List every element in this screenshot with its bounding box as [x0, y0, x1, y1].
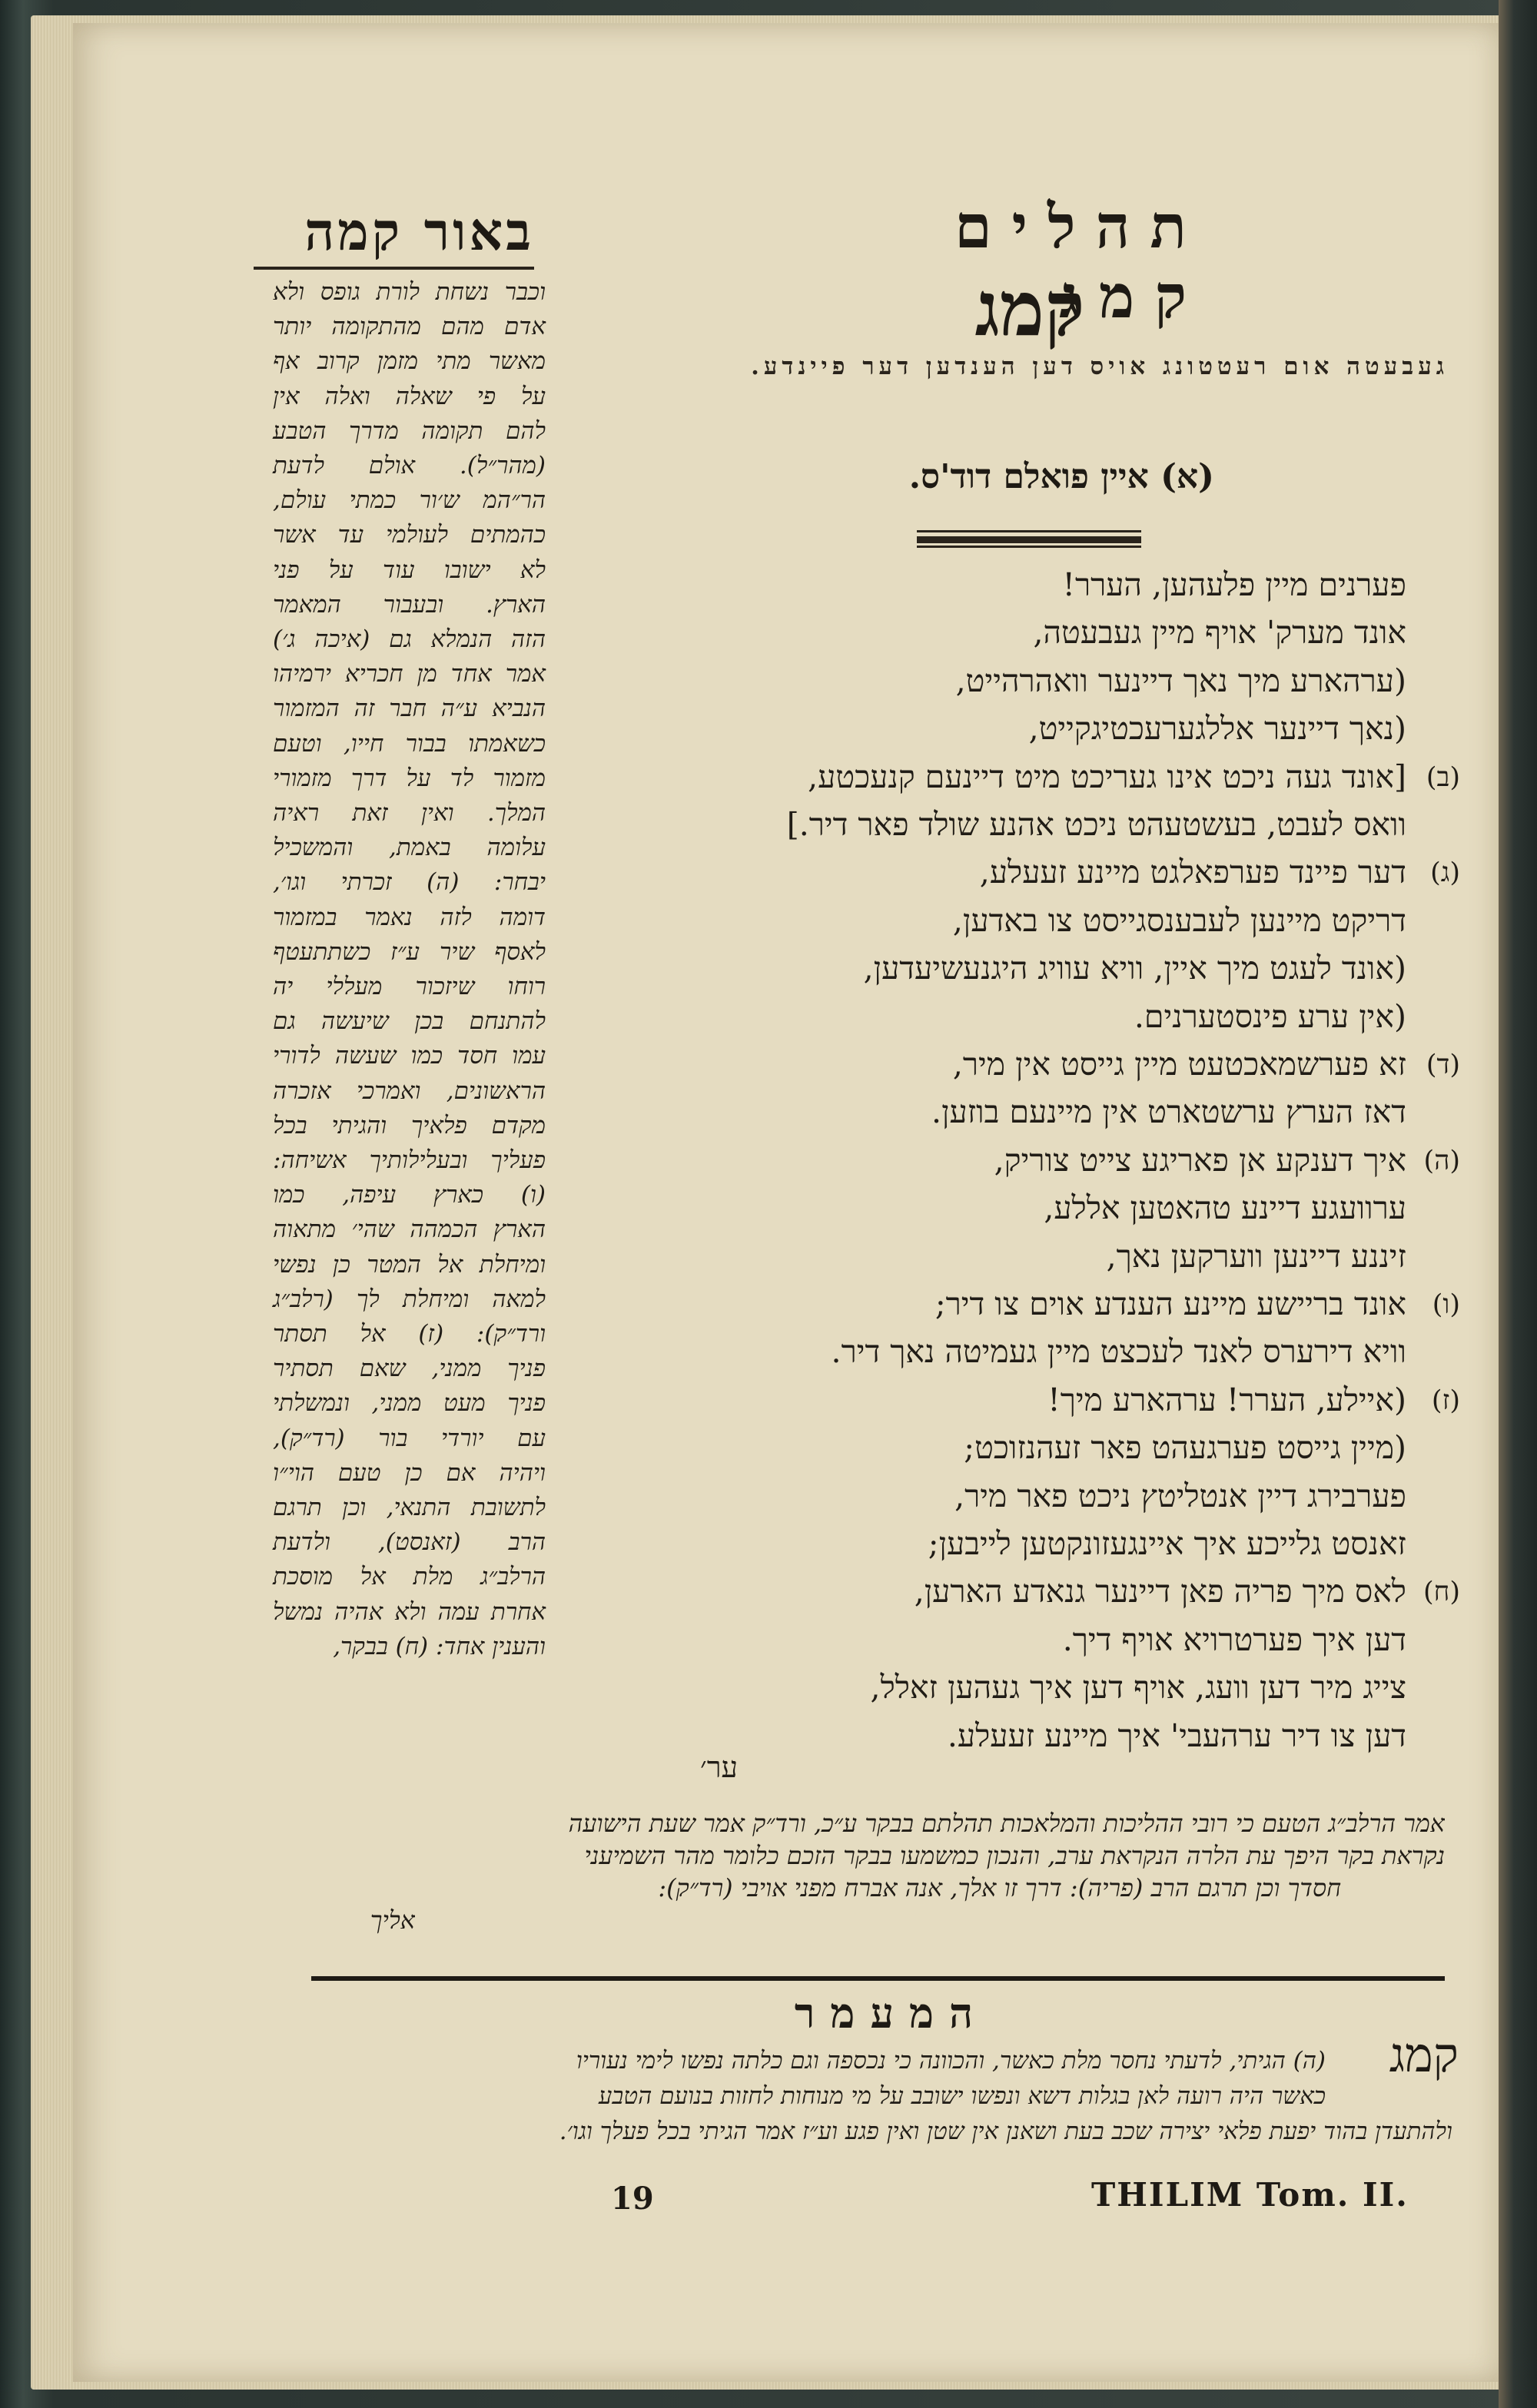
verse-line: זא פערשמאכטעט מיין גייסט אין מיר, — [952, 1046, 1406, 1083]
commentary-line: כהמתים לעולמי עד אשר — [273, 521, 546, 549]
psalm-number: קמג — [974, 265, 1085, 353]
commentary-line: הזה הנמלא גם (איכה ג׳) — [273, 625, 546, 653]
commentary-line: להם תקומה מדרך הטבע — [273, 416, 546, 445]
commentary-line: פניך ממני, שאם תסתיר — [273, 1355, 546, 1383]
verse-line: (איילע, הערר! ערהארע מיך! — [1047, 1381, 1406, 1418]
commentary-line: וכבר נשחת לורת גופס ולא — [273, 278, 546, 306]
commentary-line: לתשובת התנאי, וכן תרגם — [273, 1494, 546, 1521]
commentary-line: ורד״ק): (ז) אל תסתר — [273, 1320, 546, 1348]
commentary-line: הארץ הכמהה שהי׳ מתאוה — [273, 1216, 546, 1244]
commentary-line: הרלב״ג מלת אל מוסכת — [273, 1563, 546, 1591]
commentary-line: הראשונים, ואמרכי אזכרה — [273, 1076, 546, 1105]
psalm-subtitle: געבעטה אום רעטטונג אויס דען הענדען דער פיינדע. — [751, 353, 1449, 380]
verse-line: איך דענקע אן פאריגע צייט צוריק, — [994, 1141, 1406, 1179]
verse-line: פערנים מיין פלעהען, הערר! — [1062, 566, 1406, 603]
verse-number: (ז) — [1431, 1385, 1460, 1416]
verse-line: לאס מיך פריה פאן דיינער גנאדע הארען, — [914, 1573, 1406, 1610]
verse-number: (ד) — [1426, 1050, 1460, 1080]
commentary-line: הרב (זאנסט), ולדעת — [273, 1528, 546, 1557]
verse-number: (ו) — [1432, 1289, 1460, 1320]
verse-line: אונד מערק' אויף מיין געבעטה, — [1033, 614, 1406, 652]
commentary-line: ומיחלת אל המטר כן נפשי — [273, 1250, 546, 1279]
commentary-line: הארץ. ובעבור המאמר — [273, 590, 546, 619]
verse-number: (ה) — [1423, 1145, 1460, 1176]
commentary-line: פניך מעט ממני, ונמשלתי — [273, 1389, 546, 1418]
verse-line: דריקט מיינען לעבענסגייסט צו באדען, — [952, 901, 1406, 939]
commentary-line: הנביא ע״ה חבר זה המזמור — [273, 695, 546, 723]
commentary-line: פעליך ובעלילותיך אשיחה: — [273, 1146, 546, 1174]
verse-number: (ב) — [1426, 761, 1460, 793]
header-underline — [254, 267, 534, 270]
footer-title: THILIM Tom. II. — [1091, 2176, 1409, 2214]
verse-line: (נאך דיינער אללגערעכטיגקייט, — [1028, 710, 1406, 748]
commentary-line: רוחו שיזכור מעללי יה — [273, 973, 546, 1000]
verse-line: דען צו דיר ערהעבי' איך מיינע זעעלע. — [947, 1716, 1406, 1754]
verse-line: ערוועגע דיינע טהאטען אללע, — [1044, 1189, 1406, 1227]
commentary-line: אדם מהם מהתקומה יותר — [273, 313, 546, 341]
commentary-line: חסדך וכן תרגם הרב (פריה): דרך זו אלך, אנה אברח מפני אויבי (רד״ק): — [658, 1873, 1341, 1902]
commentary-line: למאה ומיחלת לך (רלב״ג — [273, 1285, 546, 1313]
commentary-line: מאשר מתי מזמן קרוב אף — [273, 347, 546, 376]
verse-line: דאז הערץ ערשטארט אין מיינעם בוזען. — [931, 1093, 1406, 1131]
commentary-line: על פי שאלה ואלה אין — [273, 382, 546, 410]
verse-line: וויא דירערס לאנד לעכצט מיין געמיטה נאך דיר. — [831, 1333, 1406, 1371]
commentary-line: והענין אחד: (ח) בבקר, — [333, 1632, 546, 1660]
commentary-line: אליך — [370, 1906, 415, 1935]
verse-line: (אין ערע פינסטערנים. — [1134, 997, 1406, 1035]
maamar-title: המעמר — [794, 1988, 989, 2038]
verse-number: (ג) — [1430, 857, 1460, 889]
commentary-line: מקדם פלאיך והגיתי בכל — [273, 1111, 546, 1139]
verse-line: זאנסט גלייכע איך איינגעזונקטען לייבען; — [928, 1525, 1406, 1562]
commentary-line: (מהר״ל). אולם לדעת — [273, 452, 546, 479]
commentary-line: כשאמתו בבור חייו, וטעם — [273, 729, 546, 758]
psalm-intro: (א) איין פואלם דוד'ס. — [908, 457, 1214, 496]
verse-line: וואס לעבט, בעשטעהט ניכט אהנע שולד פאר דיר.] — [786, 806, 1406, 843]
commentary-line: דומה לזה נאמר במזמור — [273, 903, 546, 931]
commentary-line: ויהיה אם כן טעם הוי״ו — [273, 1458, 546, 1487]
section-rule — [311, 1976, 1445, 1981]
commentary-line: להתנחם בכן שיעשה גם — [273, 1007, 546, 1036]
verse-line: [אונד געה ניכט אינו געריכט מיט דיינעם קנעכטע, — [808, 758, 1406, 795]
commentary-line: (ו) כארץ עיפה, כמו — [273, 1181, 546, 1209]
commentary-line: הר״המ ש׳ור כמתי עולם, — [273, 486, 546, 515]
verse-line: דען איך פערטרויא אויף דיך. — [1062, 1620, 1406, 1658]
commentary-line: עלומה באמת, והמשכיל — [273, 834, 546, 862]
verse-line: צייג מיר דען וועג, אויף דען איך געהען זאלל, — [870, 1669, 1406, 1706]
verse-line: פערבירג דיין אנטליטץ ניכט פאר מיר, — [954, 1477, 1406, 1514]
maamar-line: כאשר היה רועה לאן בגלות דשא ונפשו ישובב על מי מנוחות לחזות בנועם הטבע — [598, 2082, 1326, 2110]
verse-line: (ערהארע מיך נאך דיינער וואהרהייט, — [955, 662, 1406, 699]
ornament-rule — [917, 530, 1141, 550]
commentary-line: לא ישובו עוד על פני — [273, 556, 546, 584]
maamar-line: (ה) הגיתי, לדעתי נחסר מלת כאשר, והכוונה כי נכספה וגם כלתה נפשו לימי נעוריו — [576, 2047, 1326, 2075]
commentary-line: נקראת בקר היפך עת הלרה הנקראת ערב, והנכון כמשמעו בבקר הזכם כלומר מהר השמיעני — [584, 1841, 1445, 1870]
verse-line: (מיין גייסט פערגעהט פאר זעהנזוכט; — [964, 1429, 1406, 1467]
commentary-line: אחרת עמה ולא אהיה נמשל — [273, 1597, 546, 1626]
verse-number: (ח) — [1422, 1577, 1460, 1608]
commentary-line: אמר אחד מן חכריא ירמיהו — [273, 660, 546, 688]
running-header-main: תהלים קמג — [954, 192, 1207, 332]
commentary-line: אמר הרלב״ג הטעם כי רובי ההליכות והמלאכות תהלתם בבקר ע״כ, ורד״ק אמר שעת הישועה — [568, 1809, 1445, 1838]
catchword: ער׳ — [700, 1750, 738, 1784]
running-header-commentary: באור קמה — [304, 201, 534, 263]
page-number: 19 — [611, 2181, 654, 2217]
commentary-line: לאסף שיר ע״ז כשתתעטף — [273, 937, 546, 966]
verse-line: זיננע דיינען ווערקען נאך, — [1106, 1237, 1406, 1275]
verse-line: דער פיינד פערפאלגט מיינע זעעלע, — [979, 854, 1406, 891]
binding-shadow — [1499, 0, 1537, 2408]
commentary-line: מזמור לד על דרך מזמורי — [273, 764, 546, 792]
verse-line: (אונד לעגט מיך איין, וויא עוויג היגנעשיעדען, — [863, 950, 1406, 987]
maamar-number: קמג — [1389, 2027, 1459, 2083]
maamar-line: ולהתעדן בהוד יפעת פלאי יצירה שכב בעת ושאנן אין שטן ואין פגע וע״ז אמר הגיתי בכל פעלך וגו׳. — [559, 2118, 1452, 2145]
commentary-line: עם יורדי בור (רד״ק), — [273, 1424, 546, 1452]
commentary-line: המלך. ואין זאת ראיה — [273, 799, 546, 827]
commentary-line: יבחר: (ה) זכרתי וגו׳, — [273, 868, 546, 897]
verse-line: אונד בריישע מיינע הענדע אוים צו דיר; — [934, 1285, 1406, 1322]
commentary-line: עמו חסד כמו שעשה לדורי — [273, 1042, 546, 1070]
